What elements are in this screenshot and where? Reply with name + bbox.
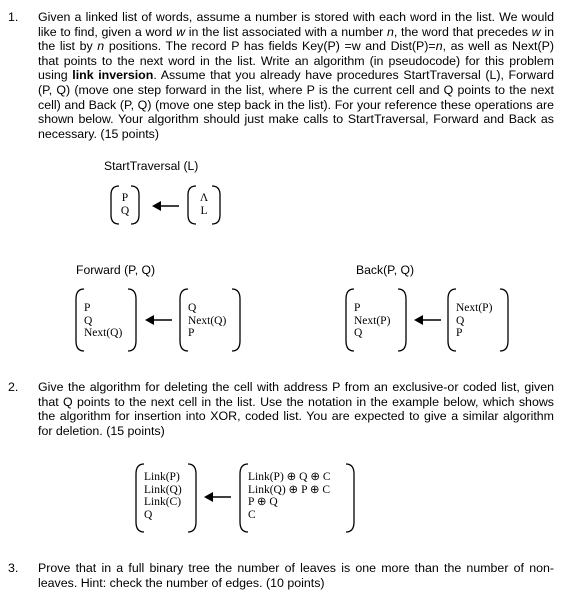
- back-left-cell: [354, 302, 390, 340]
- back-left-nextp: Next(P): [354, 314, 391, 327]
- xor-right-cell: [248, 471, 331, 521]
- start-traversal-left-cell: [112, 192, 138, 217]
- xor-right-pq: P ⊕ Q: [248, 496, 278, 508]
- xor-left-cell: [144, 471, 182, 521]
- back-arrow-icon: [414, 314, 442, 326]
- forward-label: Forward (P, Q): [76, 263, 156, 277]
- xor-right-c: C: [248, 508, 256, 521]
- forward-left-cell: [84, 302, 122, 340]
- start-traversal-label: StartTraversal (L): [104, 159, 199, 173]
- forward-right-cell: [188, 302, 226, 340]
- back-right-nextp: Next(P): [456, 302, 493, 314]
- back-right-q: Q: [456, 314, 465, 327]
- xor-right-linkq: Link(Q) ⊕ P ⊕ C: [248, 483, 331, 496]
- forward-left-q: Q: [84, 314, 93, 327]
- back-right-cell: [456, 302, 492, 340]
- xor-left-linkp: Link(P): [144, 471, 180, 483]
- xor-left-linkq: Link(Q): [144, 483, 182, 496]
- question-1-text: Given a linked list of words, assume a number is stored with each word in the list. We would like to find, given a word w in the list associated with a number n, the word that precedes w in the list by n positions. The record P has fields Key(P) =w and Dist(P)=n, as well as Next(P) that points to the next word in the list. Write an algorithm (in pseudocode) for this problem using link inversion. Assume that you already have procedures StartTraversal (L), Forward (P, Q) (move one step forward in the list, where P is the current cell and Q points to the next cell) and Back (P, Q) (move one step back in the list). For your reference these operations are shown below. Your algorithm should just make calls to StartTraversal, Forward and Back as necessary. (15 points): [38, 10, 554, 141]
- question-3-text: Prove that in a full binary tree the number of leaves is one more than the number of non-leaves. Hint: check the number of edges. (10 points): [38, 561, 554, 590]
- question-2-number: 2.: [8, 380, 19, 394]
- forward-right-p: P: [188, 327, 195, 339]
- start-traversal-left-q: Q: [120, 204, 130, 217]
- forward-left-p: P: [84, 302, 91, 314]
- forward-right-nextq: Next(Q): [188, 314, 227, 327]
- xor-arrow-icon: [204, 491, 232, 503]
- start-traversal-right-cell: [190, 192, 218, 217]
- start-traversal-arrow-icon: [152, 200, 180, 212]
- question-3-number: 3.: [8, 561, 19, 575]
- start-traversal-right-lambda: Λ: [199, 192, 209, 204]
- forward-left-nextq: Next(Q): [84, 327, 123, 339]
- xor-left-q: Q: [144, 508, 153, 521]
- xor-left-linkc: Link(C): [144, 496, 182, 508]
- back-right-p: P: [456, 327, 463, 339]
- back-label: Back(P, Q): [356, 263, 415, 277]
- question-1-number: 1.: [8, 10, 19, 24]
- start-traversal-left-p: P: [121, 192, 129, 204]
- xor-right-linkp: Link(P) ⊕ Q ⊕ C: [248, 471, 331, 483]
- forward-right-q: Q: [188, 302, 197, 314]
- forward-arrow-icon: [145, 314, 173, 326]
- question-2-text: Give the algorithm for deleting the cell with address P from an exclusive-or coded list, given that Q points to the next cell in the list. Use the notation in the example below, which shows the algorithm for insertion into XOR, coded list. You are expected to give a similar algorithm for deletion. (15 points): [38, 380, 554, 438]
- back-left-q: Q: [354, 327, 363, 339]
- start-traversal-right-l: L: [200, 204, 208, 217]
- back-left-p: P: [354, 302, 361, 314]
